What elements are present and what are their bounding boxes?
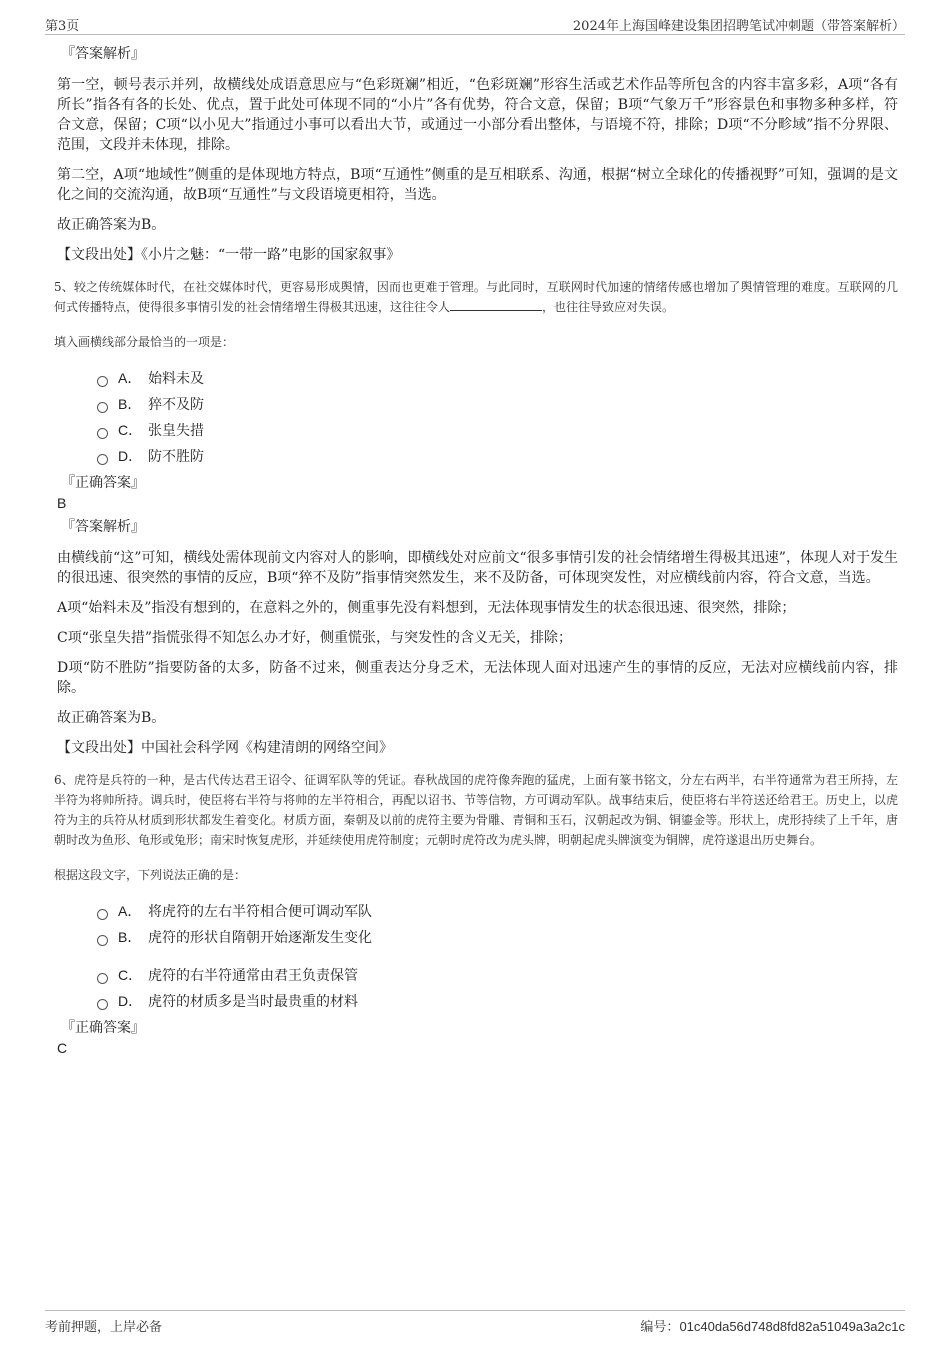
correct-answer: C: [57, 1040, 68, 1056]
page-header: [45, 14, 905, 35]
radio-icon[interactable]: [97, 909, 108, 920]
question-5-text-after: ，也往往导致应对失误。: [542, 300, 675, 314]
option-text: 虎符的形状自隋朝开始逐渐发生变化: [148, 930, 372, 946]
option-text: 防不胜防: [148, 449, 204, 465]
radio-icon[interactable]: [97, 999, 108, 1010]
document-id: [640, 1316, 905, 1335]
correct-answer: B: [57, 495, 67, 511]
option-text: 虎符的右半符通常由君王负责保管: [148, 968, 358, 984]
analysis-paragraph: A项“始料未及”指没有想到的，在意料之外的，侧重事先没有料想到，无法体现事情发生的状态很迅速、很突然，排除；: [57, 600, 796, 616]
analysis-conclusion: 故正确答案为B。: [57, 710, 166, 726]
option-letter: D．: [118, 993, 143, 1009]
radio-icon[interactable]: [97, 973, 108, 984]
option-b[interactable]: [97, 391, 898, 417]
option-letter: B．: [118, 396, 142, 412]
radio-icon[interactable]: [97, 376, 108, 387]
option-text: 虎符的材质多是当时最贵重的材料: [148, 994, 358, 1010]
question-6-text: 6、虎符是兵符的一种，是古代传达君王诏令、征调军队等的凭证。春秋战国的虎符像奔跑的猛虎，上面有篆书铭文，分左右两半，右半符通常为君王所持，左半符为将帅所持。调兵时，使臣将右半符与将帅的左半符相合，再配以诏书、节等信物，方可调动军队。战事结束后，使臣将右半符送还给君王。历史上，以虎符为主的兵符从材质到形状都发生着变化。材质方面，秦朝及以前的虎符主要为骨雕、青铜和玉石，汉朝起改为铜、铜鎏金等。形状上，虎形持续了上千年，唐朝时改为鱼形、龟形或兔形；南宋时恢复虎形，并延续使用虎符制度；元朝时虎符改为虎头牌，明朝起虎头牌演变为铜牌，虎符遂退出历史舞台。: [54, 773, 898, 847]
option-letter: B．: [118, 929, 142, 945]
option-text: 猝不及防: [148, 397, 204, 413]
analysis-paragraph: 第一空，顿号表示并列，故横线处成语意思应与“色彩斑斓”相近，“色彩斑斓”形容生活或艺术作品等所包含的内容丰富多彩，A项“各有所长”指各有各的长处、优点，置于此处可体现不同的“小片”各有优势，符合文意，保留；B项“气象万千”形容景色和事物多种多样，符合文意，保留；C项“以小见大”指通过小事可以看出大节，或通过一小部分看出整体，与语境不符，排除；D项“不分畛域”指不分界限、范围，文段并未体现，排除。: [57, 77, 898, 153]
option-letter: C．: [118, 967, 143, 983]
question-6-options: [97, 898, 898, 1014]
page-footer: [45, 1310, 905, 1337]
analysis-paragraph: D项“防不胜防”指要防备的太多，防备不过来，侧重表达分身乏术，无法体现人面对迅速产生的事情的反应，无法对应横线前内容，排除。: [57, 660, 898, 696]
option-text: 将虎符的左右半符相合便可调动军队: [148, 904, 372, 920]
option-text: 始料未及: [148, 371, 204, 387]
option-text: 张皇失措: [148, 423, 204, 439]
document-body: [54, 44, 898, 1062]
source-citation: 【文段出处】《小片之魅：“一带一路”电影的国家叙事》: [57, 247, 401, 263]
radio-icon[interactable]: [97, 935, 108, 946]
footer-note: 考前押题，上岸必备: [45, 1320, 163, 1335]
option-a[interactable]: [97, 365, 898, 391]
radio-icon[interactable]: [97, 454, 108, 465]
source-citation: 【文段出处】中国社会科学网《构建清朗的网络空间》: [57, 740, 393, 756]
radio-icon[interactable]: [97, 402, 108, 413]
analysis-paragraph: C项“张皇失措”指慌张得不知怎么办才好，侧重慌张，与突发性的含义无关，排除；: [57, 630, 573, 646]
question-5-options: [97, 365, 898, 469]
question-6-prompt: 根据这段文字，下列说法正确的是：: [54, 868, 247, 882]
option-letter: C．: [118, 422, 143, 438]
document-id-value: 01c40da56d748d8fd82a51049a3a2c1c: [679, 1319, 905, 1334]
analysis-paragraph: 第二空，A项“地域性”侧重的是体现地方特点，B项“互通性”侧重的是互相联系、沟通，根据“树立全球化的传播视野”可知，强调的是文化之间的交流沟通，故B项“互通性”与文段语境更相符，当选。: [57, 167, 898, 203]
analysis-label: 『答案解析』: [61, 46, 145, 62]
question-5-text-before: 5、较之传统媒体时代，在社交媒体时代，更容易形成舆情，因而也更难于管理。与此同时，互联网时代加速的情绪传感也增加了舆情管理的难度。互联网的几何式传播特点，使得很多事情引发的社会情绪增生得极其迅速，这往往令人: [54, 280, 898, 314]
document-title: 2024年上海国峰建设集团招聘笔试冲刺题（带答案解析）: [572, 19, 905, 34]
option-letter: D．: [118, 448, 143, 464]
option-d[interactable]: [97, 988, 898, 1014]
analysis-paragraph: 由横线前“这”可知，横线处需体现前文内容对人的影响，即横线处对应前文“很多事情引发的社会情绪增生得极其迅速”，体现人对于发生的很迅速、很突然的事情的反应，B项“猝不及防”指事情突然发生，来不及防备，可体现突发性，对应横线前内容，符合文意，当选。: [57, 550, 898, 586]
option-c[interactable]: [97, 962, 898, 988]
question-5-text: [54, 277, 898, 317]
option-letter: A．: [118, 370, 142, 386]
analysis-label: 『答案解析』: [61, 519, 145, 535]
analysis-conclusion: 故正确答案为B。: [57, 217, 166, 233]
option-letter: A．: [118, 903, 142, 919]
radio-icon[interactable]: [97, 428, 108, 439]
question-5-prompt: 填入画横线部分最恰当的一项是：: [54, 335, 235, 349]
option-c[interactable]: [97, 417, 898, 443]
option-d[interactable]: [97, 443, 898, 469]
document-id-label: 编号：: [640, 1320, 680, 1335]
fill-blank: [450, 299, 542, 311]
option-b[interactable]: [97, 924, 898, 950]
page-number: 第3页: [45, 19, 80, 34]
correct-answer-label: 『正确答案』: [61, 475, 145, 491]
option-a[interactable]: [97, 898, 898, 924]
correct-answer-label: 『正确答案』: [61, 1020, 145, 1036]
